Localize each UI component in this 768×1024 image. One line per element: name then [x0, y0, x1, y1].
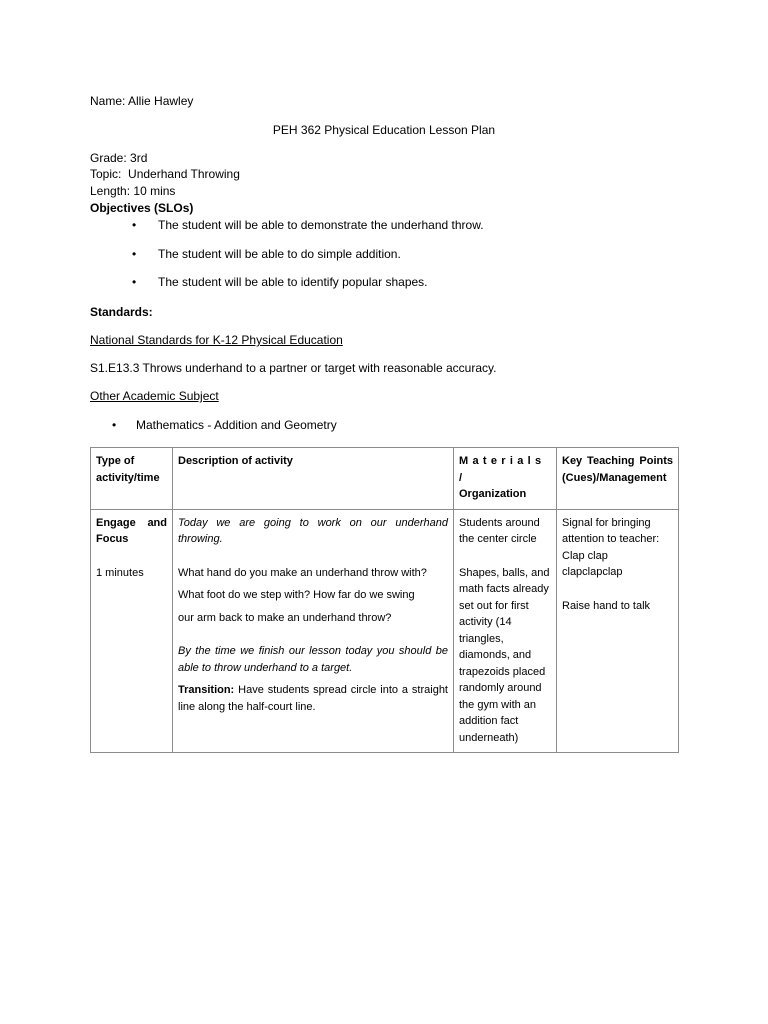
other-subject-text: Mathematics - Addition and Geometry — [136, 418, 337, 432]
grade-label: Grade: — [90, 151, 127, 165]
table-header-row — [91, 448, 679, 510]
cell-materials — [454, 509, 557, 753]
grade-line — [90, 150, 147, 166]
transition-label: Transition: — [178, 684, 235, 696]
activity-intro: Today we are going to work on our underhand throwing. — [178, 516, 448, 545]
standards-heading: Standards: — [90, 305, 153, 319]
lesson-activity-table — [90, 447, 679, 753]
length-label: Length: — [90, 184, 131, 198]
table-row — [91, 509, 679, 753]
objective-text: The student will be able to do simple addition. — [158, 247, 401, 261]
objective-item — [132, 217, 484, 233]
question-foot: What foot do we step with? How far do we swing — [178, 589, 415, 601]
cell-type-time: Engage and Focus 1 minutes — [91, 509, 173, 753]
document-title: PEH 362 Physical Education Lesson Plan — [272, 123, 496, 137]
header-description: Description of activity — [173, 448, 454, 510]
materials-setup: Students around the center circle — [459, 516, 540, 545]
student-name: Name: Allie Hawley — [90, 94, 194, 108]
objective-text: The student will be able to identify popular shapes. — [158, 275, 428, 289]
activity-time: 1 minutes — [96, 566, 144, 579]
length-value: 10 mins — [133, 184, 176, 198]
objective-item — [132, 246, 401, 262]
transition-text: Transition: Have students spread circle into a straight line along the half-court line. — [178, 684, 448, 713]
objectives-heading: Objectives (SLOs) — [90, 201, 194, 215]
cell-description — [173, 509, 454, 753]
bullet-icon: • — [112, 418, 117, 432]
topic-label: Topic: — [90, 167, 122, 181]
lesson-goal: By the time we finish our lesson today you should be able to throw underhand to a target. — [178, 645, 448, 674]
cell-key-points: Signal for bringing attention to teacher: Clap clap clapclapclap Raise hand to talk — [557, 509, 679, 753]
national-standards-heading: National Standards for K-12 Physical Education — [90, 333, 343, 347]
raise-hand-rule: Raise hand to talk — [562, 599, 651, 612]
header-key-points: Key Teaching Points (Cues)/Management — [557, 448, 679, 510]
topic-value: Underhand Throwing — [128, 167, 240, 181]
attention-signal: Signal for bringing attention to teacher: — [562, 516, 660, 545]
bullet-icon: • — [132, 247, 137, 261]
other-subject-heading: Other Academic Subject — [90, 389, 219, 403]
bullet-icon: • — [132, 218, 137, 232]
question-arm: our arm back to make an underhand throw? — [178, 611, 392, 624]
materials-equipment: Shapes, balls, and math facts already set out for first activity (14 triangles, diamonds, and trapezoids placed randomly around the gym with an addition fact underneath) — [459, 566, 550, 744]
header-type-time: Type of activity/time — [91, 448, 173, 510]
national-standard-item: S1.E13.3 Throws underhand to a partner or target with reasonable accuracy. — [90, 361, 497, 375]
objective-text: The student will be able to demonstrate the underhand throw. — [158, 218, 484, 232]
grade-value: 3rd — [130, 151, 148, 165]
question-hand: What hand do you make an underhand throw with? — [178, 566, 427, 579]
other-subject-item — [112, 417, 337, 433]
bullet-icon: • — [132, 275, 137, 289]
header-materials: Materials / Organization — [454, 448, 557, 510]
length-line — [90, 183, 175, 199]
objective-item — [132, 274, 428, 290]
topic-line — [90, 166, 240, 182]
